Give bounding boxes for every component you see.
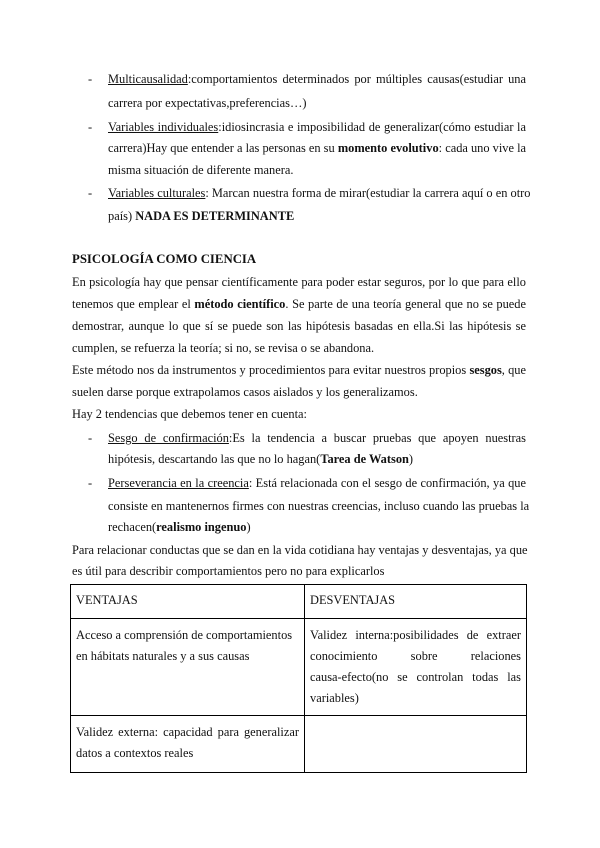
- bullet-line: carrera por expectativas,preferencias…): [108, 96, 307, 110]
- bullet-line: Perseverancia en la creencia: Está relacionada con el sesgo de confirmación, ya que: [108, 476, 526, 490]
- emphasis: método científico: [194, 297, 286, 311]
- cell-line: Validez interna:posibilidades de extraer: [310, 628, 521, 642]
- paragraph-line: Este método nos da instrumentos y procedimientos para evitar nuestros propios sesgos, que: [72, 363, 527, 377]
- bullet-multicausalidad: [108, 72, 526, 87]
- paragraph-line: En psicología hay que pensar científicamente para poder estar seguros, por lo que para ello: [72, 275, 526, 289]
- pros-cons-table: [70, 584, 527, 773]
- table-cell: [305, 619, 527, 716]
- cell-line: en hábitats naturales y a sus causas: [76, 649, 250, 663]
- paragraph-line: es útil para describir comportamientos pero no para explicarlos: [72, 564, 385, 578]
- bullet-term: Variables individuales: [108, 120, 219, 134]
- cell-line: conocimiento sobre relaciones: [310, 649, 521, 663]
- cell-line: causa-efecto(no se controlan todas las: [310, 670, 521, 684]
- paragraph-line: Para relacionar conductas que se dan en la vida cotidiana hay ventajas y desventajas, ya que: [72, 543, 528, 557]
- cell-line: Acceso a comprensión de comportamientos: [76, 628, 293, 642]
- emphasis: momento evolutivo: [337, 141, 439, 155]
- bullet-term: Perseverancia en la creencia: [108, 476, 249, 490]
- table-cell: [71, 619, 305, 716]
- bullet-term: Multicausalidad: [108, 72, 188, 86]
- cell-line: Validez externa: capacidad para generalizar: [76, 725, 299, 739]
- paragraph-line: suelen darse porque extrapolamos casos aislados y los generalizamos.: [72, 385, 418, 399]
- bullet-marker: -: [88, 120, 93, 134]
- bullet-line: Variables individuales:idiosincrasia e imposibilidad de generalizar(cómo estudiar la: [108, 120, 526, 134]
- bullet-line: Sesgo de confirmación:Es la tendencia a buscar pruebas que apoyen nuestras: [108, 431, 526, 445]
- table-header-ventajas: VENTAJAS: [71, 585, 305, 619]
- bullet-line: Variables culturales: Marcan nuestra forma de mirar(estudiar la carrera aquí o en otro: [108, 186, 531, 200]
- emphasis: sesgos: [469, 363, 502, 377]
- cell-line: datos a contextos reales: [76, 746, 194, 760]
- bullet-variables-individuales: [108, 120, 526, 135]
- paragraph-line: demostrar, aunque lo que sí se puede son las hipótesis basadas en ella.Si las hipótesis se: [72, 319, 526, 333]
- bullet-perseverancia: [108, 476, 526, 491]
- bullet-marker: -: [88, 431, 93, 445]
- bullet-marker: -: [88, 72, 93, 86]
- emphasis: NADA ES DETERMINANTE: [135, 209, 295, 223]
- table-header-desventajas: DESVENTAJAS: [305, 585, 527, 619]
- table-cell-empty: [305, 716, 527, 773]
- cell-line: variables): [310, 691, 359, 705]
- table-row: [71, 716, 527, 773]
- table-header-row: [71, 585, 527, 619]
- bullet-line: carrera)Hay que entender a las personas en su momento evolutivo: cada uno vive la: [108, 141, 527, 155]
- bullet-line: país) NADA ES DETERMINANTE: [108, 209, 295, 223]
- paragraph-line: tenemos que emplear el método científico. Se parte de una teoría general que no se puede: [72, 297, 526, 311]
- bullet-variables-culturales: [108, 186, 531, 201]
- bullet-sesgo-confirmacion: [108, 431, 526, 446]
- bullet-line: rechacen(realismo ingenuo): [108, 520, 251, 534]
- bullet-line: hipótesis, descartando las que no lo hagan(Tarea de Watson): [108, 452, 414, 466]
- bullet-term: Sesgo de confirmación: [108, 431, 229, 445]
- bullet-term: Variables culturales: [108, 186, 206, 200]
- bullet-marker: -: [88, 186, 93, 200]
- paragraph-line: cumplen, se refuerza la teoría; si no, se revisa o se abandona.: [72, 341, 375, 355]
- bullet-line: misma situación de diferente manera.: [108, 163, 294, 177]
- bullet-marker: -: [88, 476, 93, 490]
- table-row: [71, 619, 527, 716]
- emphasis: realismo ingenuo: [156, 520, 247, 534]
- section-title: PSICOLOGÍA COMO CIENCIA: [72, 252, 257, 266]
- bullet-line: Multicausalidad:comportamientos determinados por múltiples causas(estudiar una: [108, 72, 526, 86]
- table-cell: [71, 716, 305, 773]
- bullet-line: consiste en mantenernos firmes con nuestras creencias, incluso cuando las pruebas la: [108, 499, 530, 513]
- paragraph-tendencies: Hay 2 tendencias que debemos tener en cuenta:: [72, 407, 307, 421]
- emphasis: Tarea de Watson: [320, 452, 409, 466]
